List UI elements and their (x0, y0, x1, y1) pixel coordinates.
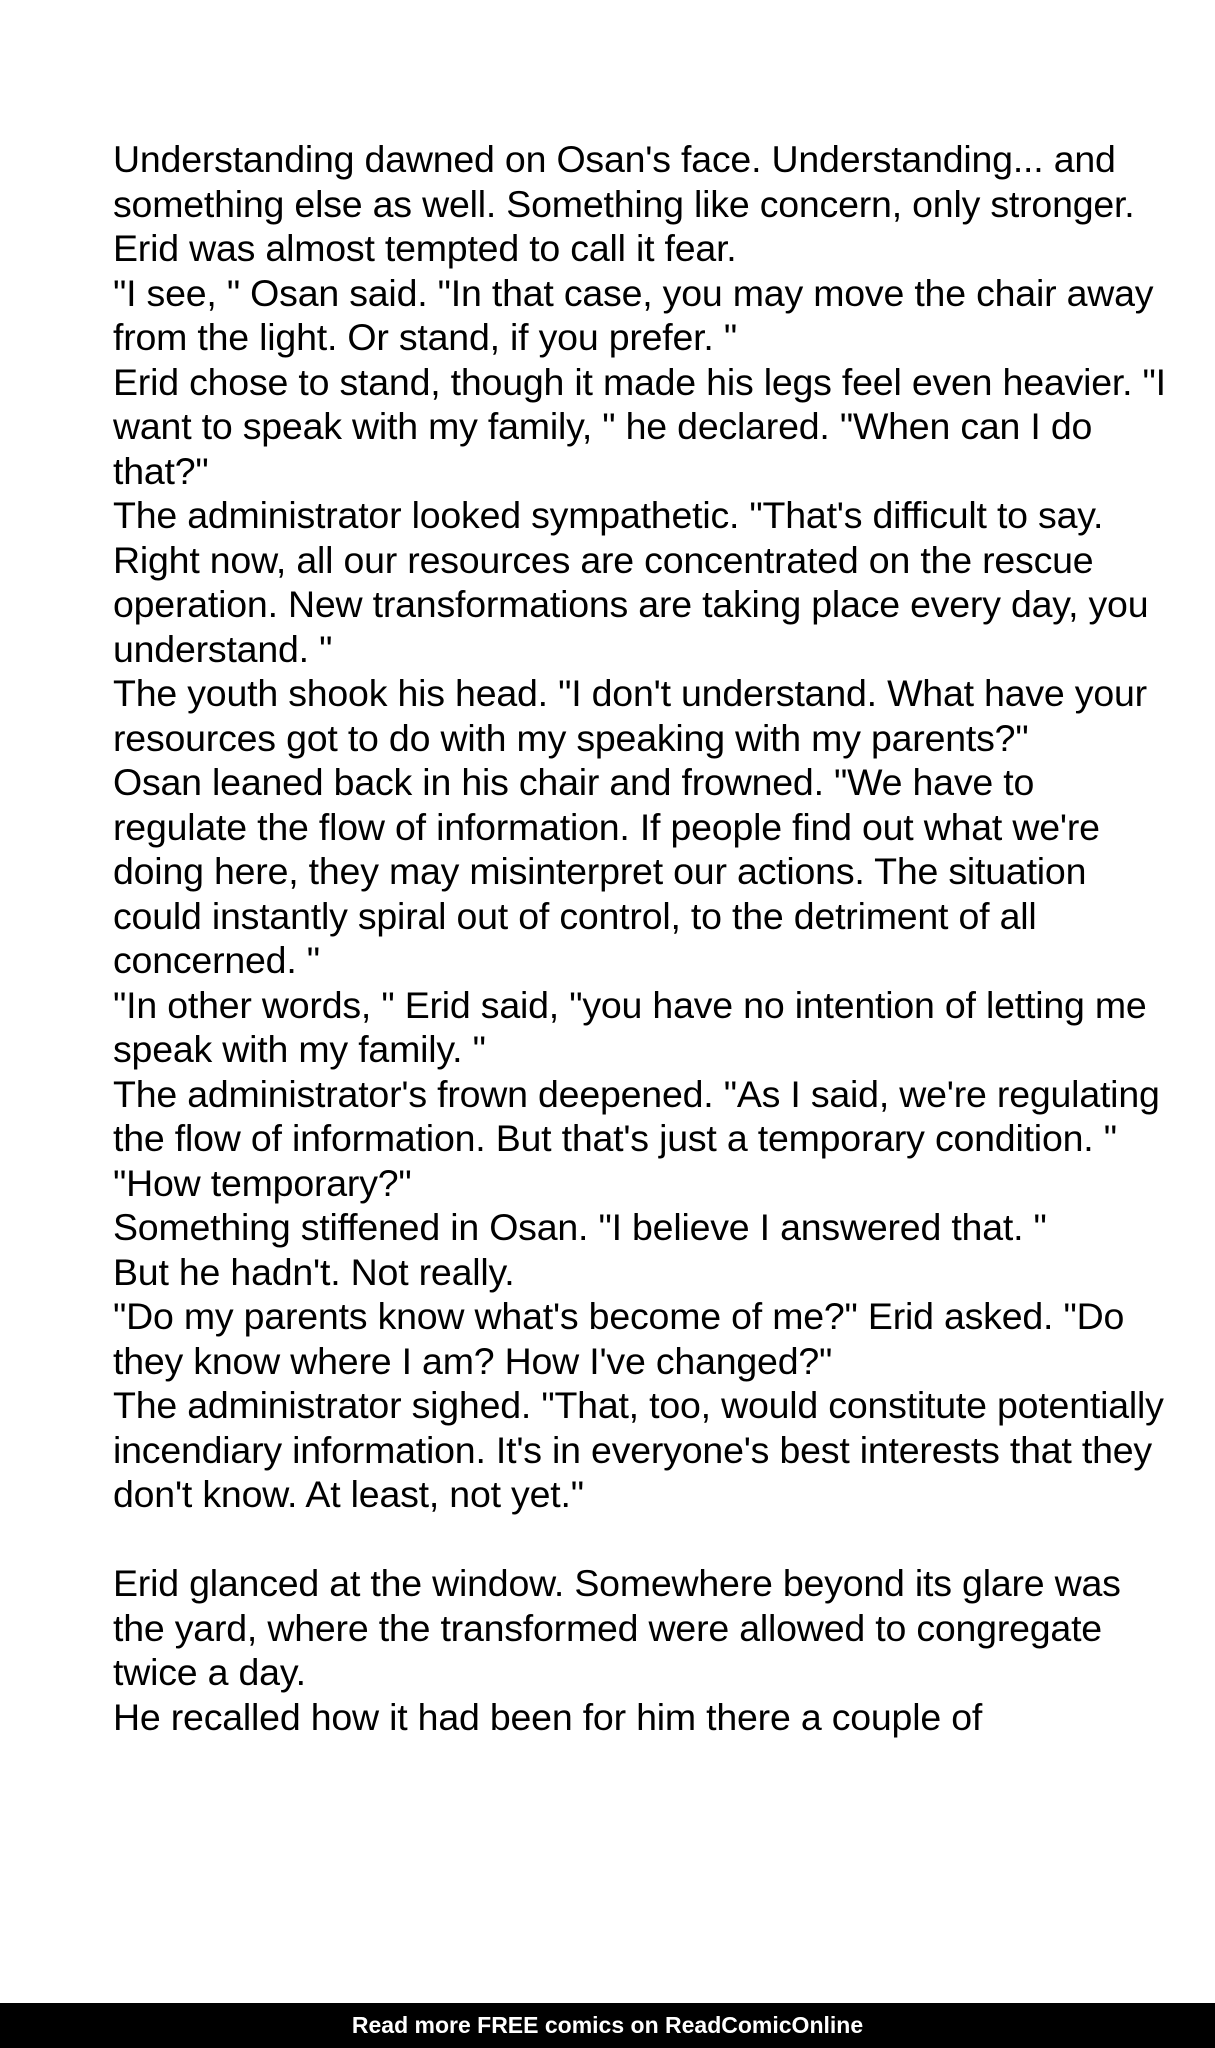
paragraph: Understanding dawned on Osan's face. Understanding... and something else as well. Something like concern, only stronger. (113, 138, 1135, 225)
paragraph: Erid glanced at the window. Somewhere beyond its glare was the yard, where the transformed were allowed to congregate twice a day. (113, 1562, 1121, 1693)
paragraph: Something stiffened in Osan. "I believe I answered that. " (113, 1206, 1047, 1248)
paragraph: "I see, " Osan said. "In that case, you may move the chair away from the light. Or stand, if you prefer. " (113, 271, 1154, 358)
paragraph: He recalled how it had been for him there a couple of (113, 1695, 983, 1738)
footer-link[interactable]: Read more FREE comics on ReadComicOnline (351, 2012, 864, 2038)
paragraph: The administrator looked sympathetic. "That's difficult to say. Right now, all our resources are concentrated on the rescue operation. New transformations are taking place every day, you understand. " (113, 494, 1149, 670)
paragraph: "How temporary?" (113, 1161, 412, 1204)
footer-banner (0, 2003, 1215, 2048)
paragraph: But he hadn't. Not really. (113, 1250, 515, 1293)
paragraph: The administrator sighed. "That, too, would constitute potentially incendiary information. It's in everyone's best interests that they don't know. At least, not yet." (113, 1384, 1164, 1515)
paragraph: "Do my parents know what's become of me?" Erid asked. "Do they know where I am? How I've changed?" (113, 1295, 1125, 1382)
prose-body (113, 137, 1173, 1739)
paragraph: Erid chose to stand, though it made his legs feel even heavier. "I want to speak with my family, " he declared. "When can I do that?" (113, 360, 1166, 492)
paragraph: "In other words, " Erid said, "you have no intention of letting me speak with my family. " (113, 983, 1147, 1070)
paragraph: The youth shook his head. "I don't understand. What have your resources got to do with my speaking with my parents?" (113, 672, 1147, 759)
paragraph: The administrator's frown deepened. "As I said, we're regulating the flow of information. But that's just a temporary condition. " (113, 1072, 1160, 1159)
paragraph: Osan leaned back in his chair and frowned. "We have to regulate the flow of information. If people find out what we're doing here, they may misinterpret our actions. The situation could instantly spiral out of control, to the detriment of all concerned. " (113, 761, 1100, 981)
paragraph: Erid was almost tempted to call it fear. (113, 227, 737, 269)
paragraph-gap (113, 1517, 1173, 1562)
